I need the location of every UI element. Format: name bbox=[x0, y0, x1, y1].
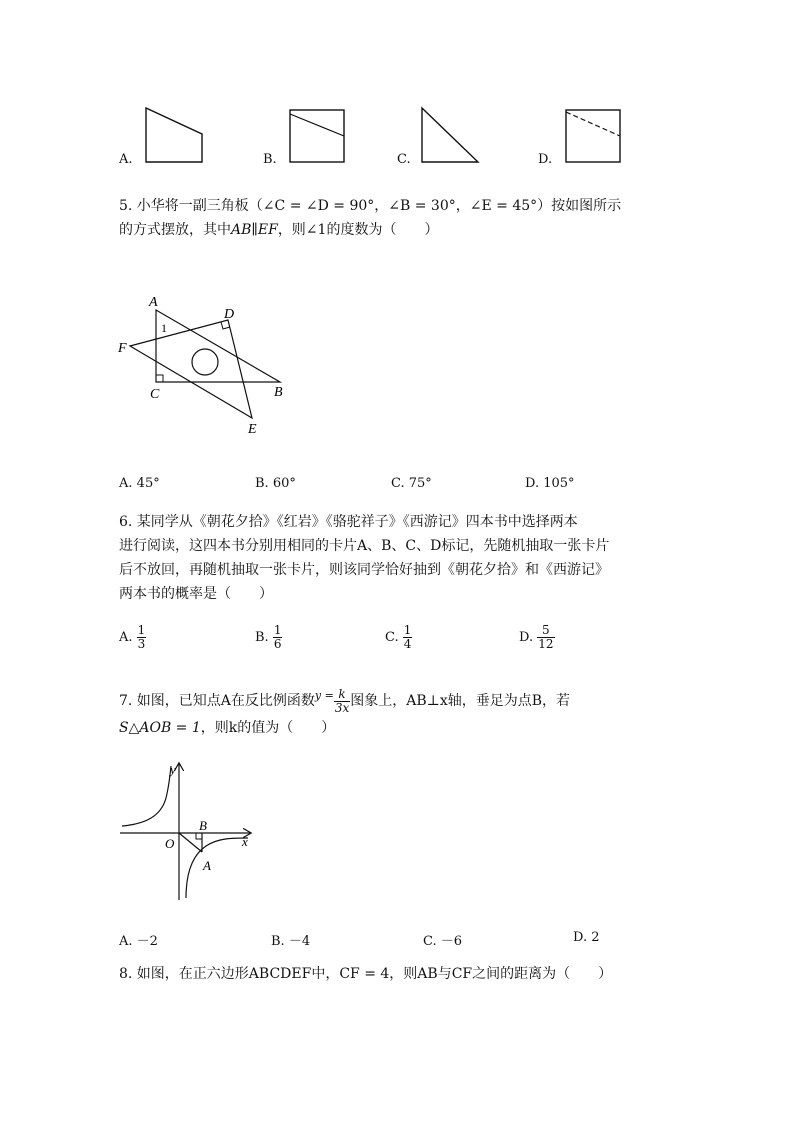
q7-option-c-letter: C. bbox=[423, 934, 437, 949]
q7-option-a[interactable] bbox=[119, 930, 158, 949]
q7-label-a: A bbox=[203, 858, 211, 873]
q7-label-o: O bbox=[165, 836, 175, 851]
q6-option-a-fraction: $\frac{1}{3}$ bbox=[137, 623, 146, 651]
q7-stem-line1-text: 7. 如图，已知点A在反比例函数 bbox=[119, 693, 315, 709]
q7-function-fraction: $\frac{k}{3x}$ bbox=[334, 686, 350, 715]
q7-option-d[interactable] bbox=[573, 930, 600, 945]
q5-label-f: F bbox=[118, 341, 127, 356]
q7-hyperbola-figure bbox=[116, 758, 266, 908]
q8-stem-line1: 8. 如图，在正六边形ABCDEF中，CF = 4，则AB与CF之间的距离为（ ） bbox=[119, 966, 613, 982]
q6-option-c-fraction: $\frac{1}{4}$ bbox=[403, 623, 412, 651]
q5-parallel-expression: AB∥EF bbox=[231, 222, 278, 238]
q5-triangles-figure bbox=[110, 290, 300, 440]
q5-label-angle-1: 1 bbox=[161, 321, 167, 335]
q5-label-a: A bbox=[149, 295, 158, 310]
q7-option-c[interactable] bbox=[423, 930, 462, 949]
q4-option-b-figure bbox=[284, 100, 354, 170]
q7-stem-line2-tail: ，则k的值为（ ） bbox=[200, 720, 336, 736]
q5-circle-hole bbox=[192, 349, 218, 375]
q5-label-e: E bbox=[248, 422, 257, 437]
q5-option-b[interactable] bbox=[255, 476, 296, 491]
q5-option-d[interactable] bbox=[525, 476, 575, 491]
q7-label-b: B bbox=[199, 818, 207, 833]
q6-stem-line4: 两本书的概率是（ ） bbox=[119, 586, 273, 602]
q7-option-b-value: －4 bbox=[288, 934, 311, 949]
q5-option-d-letter: D. bbox=[525, 476, 540, 491]
q4-option-b-letter: B. bbox=[263, 152, 277, 167]
q7-label-x: x bbox=[242, 834, 248, 849]
q5-option-a-letter: A. bbox=[119, 476, 133, 491]
q6-option-a-letter: A. bbox=[119, 630, 133, 645]
q7-stem-line1-tail: 图象上，AB⊥x轴，垂足为点B，若 bbox=[350, 693, 571, 709]
q5-option-c-value: 75° bbox=[408, 476, 432, 491]
q5-option-b-letter: B. bbox=[255, 476, 269, 491]
q7-label-y: y bbox=[170, 762, 176, 777]
q5-triangle-abc bbox=[156, 310, 280, 382]
q5-label-b: B bbox=[274, 385, 283, 400]
q6-stem-line3: 后不放回，再随机抽取一张卡片，则该同学恰好抽到《朝花夕拾》和《西游记》 bbox=[119, 562, 609, 578]
q4-option-a-figure bbox=[140, 100, 210, 170]
q6-option-d-fraction: $\frac{5}{12}$ bbox=[538, 623, 554, 651]
q5-option-c[interactable] bbox=[391, 476, 432, 491]
q7-option-a-value: －2 bbox=[136, 934, 158, 949]
q6-option-b[interactable] bbox=[255, 624, 282, 651]
q5-label-c: C bbox=[150, 387, 160, 402]
q6-option-a[interactable] bbox=[119, 624, 146, 651]
q4-option-c-figure bbox=[416, 100, 486, 170]
q6-option-d-letter: D. bbox=[519, 630, 534, 645]
q6-stem-line2: 进行阅读，这四本书分别用相同的卡片A、B、C、D标记，先随机抽取一张卡片 bbox=[119, 538, 610, 554]
q7-area-expression: S△AOB = 1 bbox=[119, 720, 201, 736]
q6-option-d[interactable] bbox=[519, 624, 555, 651]
q7-stem-line1 bbox=[119, 684, 570, 715]
q5-stem-line2-tail: ，则∠1的度数为（ ） bbox=[277, 222, 439, 238]
q7-function-lhs: y = bbox=[314, 689, 334, 702]
q7-option-a-letter: A. bbox=[119, 934, 133, 949]
q7-stem-line2 bbox=[119, 716, 335, 740]
q7-option-c-value: －6 bbox=[440, 934, 463, 949]
q6-option-b-letter: B. bbox=[255, 630, 269, 645]
q5-stem-line2-text: 的方式摆放，其中 bbox=[119, 222, 231, 238]
q5-option-c-letter: C. bbox=[391, 476, 405, 491]
q7-branch-upper-left bbox=[122, 766, 171, 826]
q7-option-b-letter: B. bbox=[271, 934, 285, 949]
q6-option-c[interactable] bbox=[385, 624, 412, 651]
q5-option-d-value: 105° bbox=[543, 476, 575, 491]
q4-option-d-figure bbox=[560, 100, 630, 170]
q4-option-d-letter: D. bbox=[538, 152, 553, 167]
q5-option-a[interactable] bbox=[119, 476, 160, 491]
q7-option-b[interactable] bbox=[271, 930, 310, 949]
q5-triangle-fde bbox=[130, 320, 252, 418]
q7-option-d-value: 2 bbox=[591, 930, 600, 945]
q7-option-d-letter: D. bbox=[573, 930, 588, 945]
q6-stem-line1: 6. 某同学从《朝花夕拾》《红岩》《骆驼祥子》《西游记》四本书中选择两本 bbox=[119, 514, 578, 530]
q4-option-c-letter: C. bbox=[397, 152, 411, 167]
q6-option-b-fraction: $\frac{1}{6}$ bbox=[273, 623, 282, 651]
q5-label-d: D bbox=[224, 307, 235, 322]
q5-stem-line1: 5. 小华将一副三角板（∠C = ∠D = 90°，∠B = 30°，∠E = 45°）按如图所示 bbox=[119, 198, 622, 214]
q5-option-a-value: 45° bbox=[136, 476, 160, 491]
q5-stem-line2 bbox=[119, 218, 438, 242]
q6-option-c-letter: C. bbox=[385, 630, 399, 645]
q5-option-b-value: 60° bbox=[272, 476, 296, 491]
q4-option-a-letter: A. bbox=[119, 152, 133, 167]
